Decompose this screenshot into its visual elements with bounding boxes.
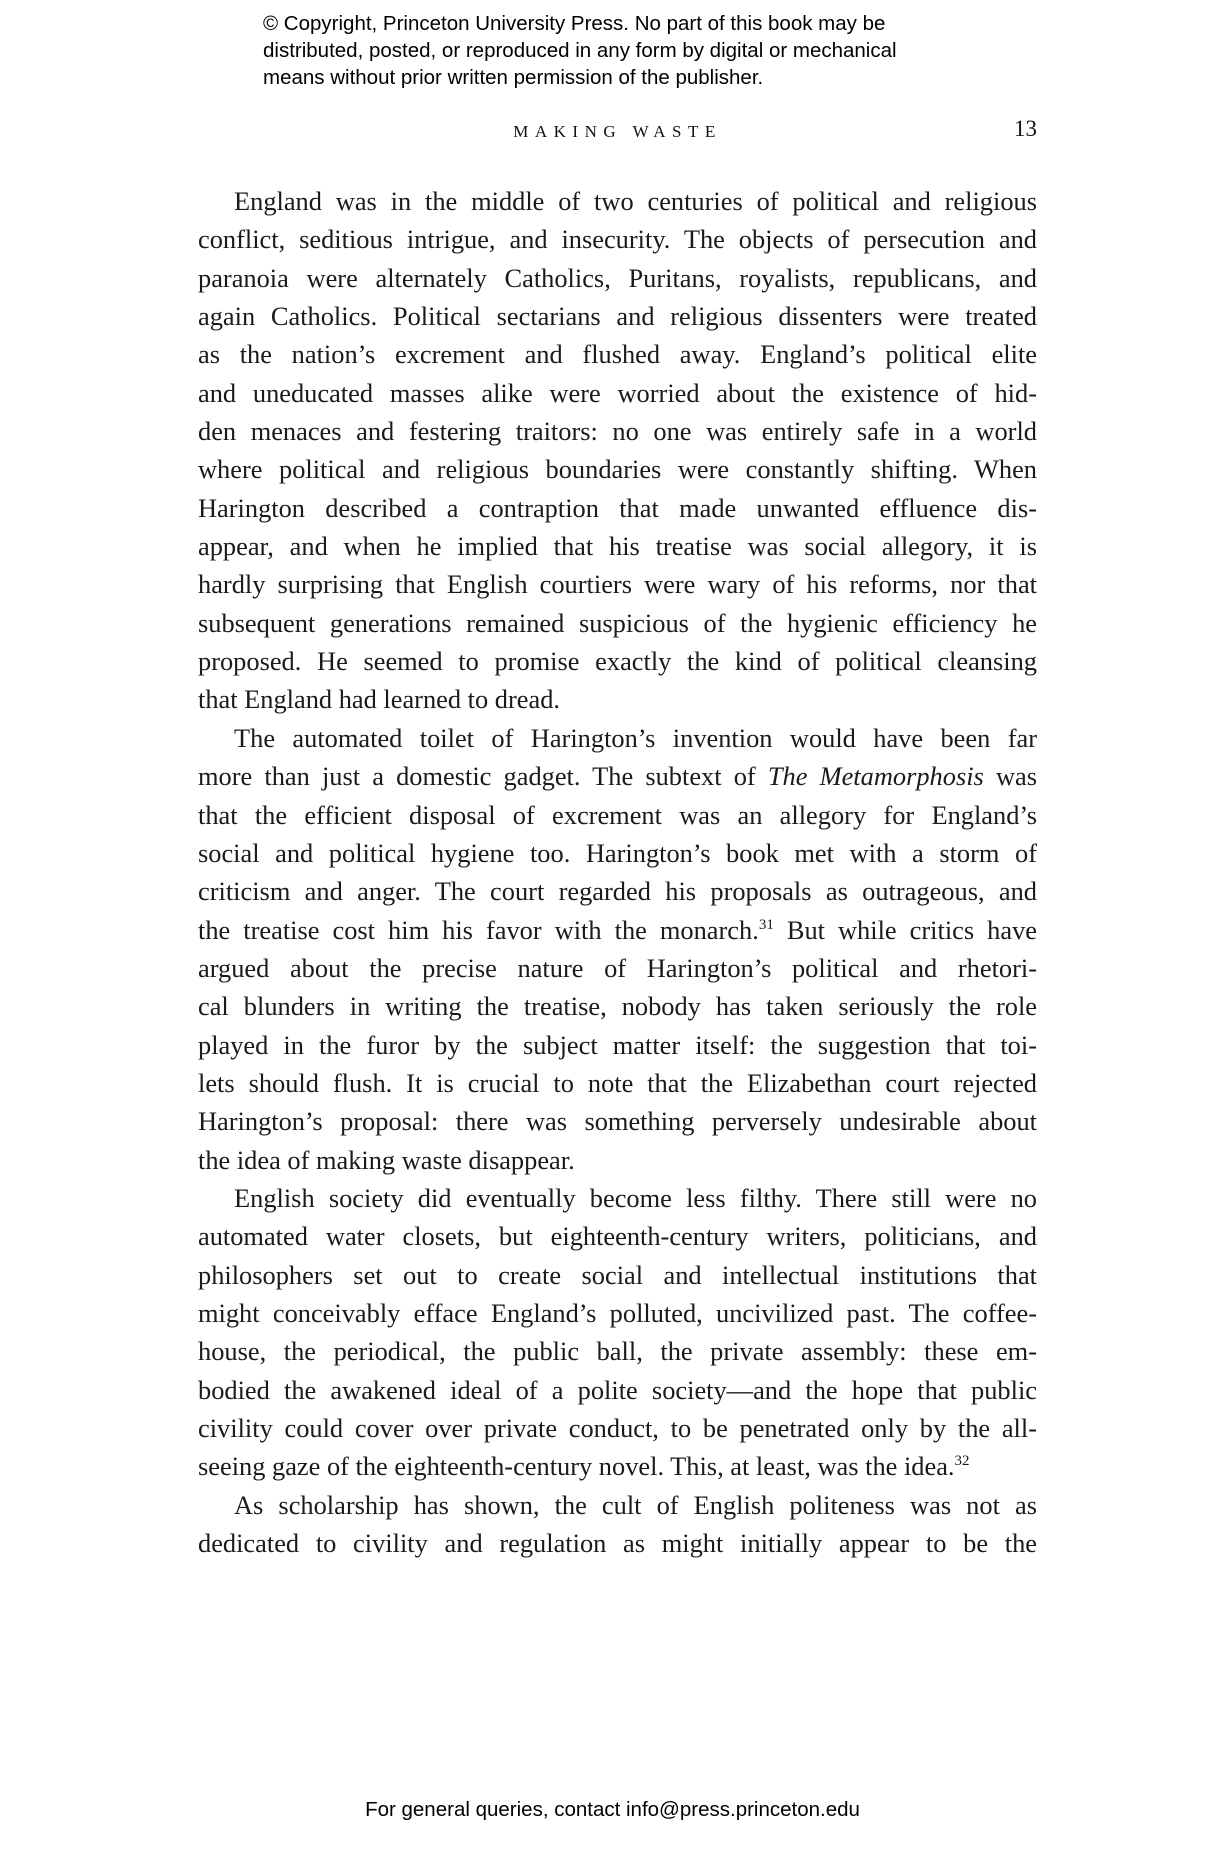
text-line: Harington described a contraption that made unwanted effluence dis- xyxy=(198,492,1037,523)
text-line: that the efficient disposal of excrement was an allegory for England’s xyxy=(198,799,1037,830)
copyright-line: means without prior written permission of the publisher. xyxy=(263,66,764,89)
text-line: bodied the awakened ideal of a polite society—and the hope that public xyxy=(198,1374,1037,1405)
text-line: argued about the precise nature of Harington’s political and rhetori- xyxy=(198,952,1037,983)
text-line: automated water closets, but eighteenth-century writers, politicians, and xyxy=(198,1221,1037,1252)
text-line: played in the furor by the subject matter itself: the suggestion that toi- xyxy=(198,1029,1037,1060)
text-line: philosophers set out to create social and intellectual institutions that xyxy=(198,1259,1037,1290)
text-line: English society did eventually become less filthy. There still were no xyxy=(234,1182,1037,1213)
copyright-line: distributed, posted, or reproduced in any form by digital or mechanical xyxy=(263,39,897,62)
footer-contact: For general queries, contact info@press.princeton.edu xyxy=(365,1798,860,1821)
text-line: Harington’s proposal: there was something perversely undesirable about xyxy=(198,1106,1037,1137)
text-line: lets should flush. It is crucial to note that the Elizabethan court rejected xyxy=(198,1067,1037,1098)
text-segment: But while critics have xyxy=(773,914,1037,945)
text-line: hardly surprising that English courtiers were wary of his reforms, nor that xyxy=(198,569,1037,600)
text-line: social and political hygiene too. Harington’s book met with a storm of xyxy=(198,837,1037,868)
text-line: as the nation’s excrement and flushed away. England’s political elite xyxy=(198,339,1037,370)
text-line: England was in the middle of two centuries of political and religious xyxy=(234,186,1037,216)
text-line: that England had learned to dread. xyxy=(198,684,560,715)
running-head xyxy=(198,116,1037,146)
text-segment: the treatise cost him his favor with the monarch. xyxy=(198,914,759,945)
text-line: the idea of making waste disappear. xyxy=(198,1144,575,1175)
text-line xyxy=(198,757,1037,795)
text-line: dedicated to civility and regulation as might initially appear to be the xyxy=(198,1528,1037,1559)
text-line xyxy=(198,911,1037,949)
footnote-marker-32: 32 xyxy=(954,1453,970,1470)
text-line: conflict, seditious intrigue, and insecurity. The objects of persecution and xyxy=(198,224,1037,255)
page-number: 13 xyxy=(1014,116,1037,141)
book-title: The Metamorphosis xyxy=(767,761,984,792)
text-segment: more than just a domestic gadget. The subtext of xyxy=(198,761,768,792)
text-line: criticism and anger. The court regarded his proposals as outrageous, and xyxy=(198,876,1037,907)
text-line: house, the periodical, the public ball, the private assembly: these em- xyxy=(198,1336,1037,1367)
text-line xyxy=(198,1447,1037,1485)
text-line: den menaces and festering traitors: no one was entirely safe in a world xyxy=(198,416,1037,447)
text-line: proposed. He seemed to promise exactly the kind of political cleansing xyxy=(198,646,1037,677)
text-line: where political and religious boundaries were constantly shifting. When xyxy=(198,454,1037,485)
text-line: again Catholics. Political sectarians and religious dissenters were treated xyxy=(198,301,1037,332)
copyright-line: © Copyright, Princeton University Press. No part of this book may be xyxy=(263,12,886,35)
paragraph-3 xyxy=(198,1179,1037,1486)
text-line: As scholarship has shown, the cult of English politeness was not as xyxy=(234,1489,1037,1520)
text-line: appear, and when he implied that his treatise was social allegory, it is xyxy=(198,531,1037,562)
text-line: The automated toilet of Harington’s invention would have been far xyxy=(234,722,1037,753)
footnote-marker-31: 31 xyxy=(758,916,774,933)
text-line: civility could cover over private conduct, to be penetrated only by the all- xyxy=(198,1413,1037,1443)
text-line: subsequent generations remained suspicious of the hygienic efficiency he xyxy=(198,607,1037,638)
copyright-notice xyxy=(263,10,1023,91)
text-line: might conceivably efface England’s polluted, uncivilized past. The coffee- xyxy=(198,1297,1037,1328)
body-text xyxy=(198,182,1037,1562)
paragraph-2 xyxy=(198,719,1037,1179)
paragraph-4 xyxy=(198,1486,1037,1563)
paragraph-1 xyxy=(198,182,1037,719)
text-segment: seeing gaze of the eighteenth-century novel. This, at least, was the idea. xyxy=(198,1451,955,1482)
text-segment: was xyxy=(983,761,1038,792)
text-line: paranoia were alternately Catholics, Puritans, royalists, republicans, and xyxy=(198,262,1037,293)
running-title: MAKING WASTE xyxy=(513,122,722,141)
text-line: and uneducated masses alike were worried about the existence of hid- xyxy=(198,377,1037,408)
text-line: cal blunders in writing the treatise, nobody has taken seriously the role xyxy=(198,991,1037,1022)
